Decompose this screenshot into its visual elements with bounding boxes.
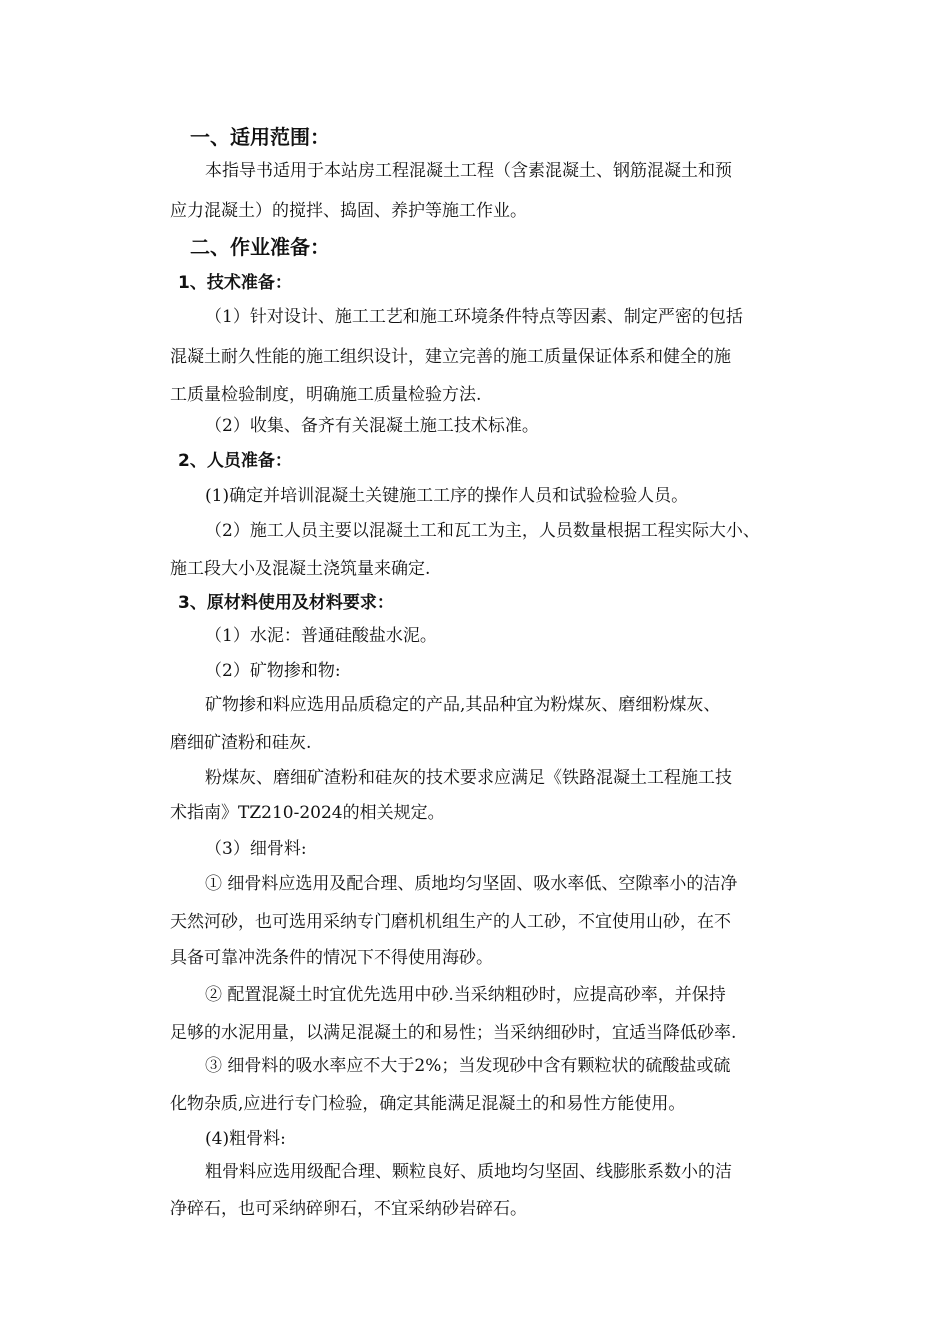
paragraph-line: 应力混凝土）的搅拌、捣固、养护等施工作业。 xyxy=(170,201,527,221)
subsection-heading-personnel: 2、人员准备： xyxy=(178,451,292,471)
paragraph-line: 粉煤灰、磨细矿渣粉和硅灰的技术要求应满足《铁路混凝土工程施工技 xyxy=(205,768,732,788)
subsection-heading-technical: 1、技术准备： xyxy=(178,273,292,293)
paragraph-line: （1）针对设计、施工工艺和施工环境条件特点等因素、制定严密的包括 xyxy=(205,307,743,327)
paragraph-line: 粗骨料应选用级配合理、颗粒良好、质地均匀坚固、线膨胀系数小的洁 xyxy=(205,1162,732,1182)
paragraph-line: （2）施工人员主要以混凝土工和瓦工为主，人员数量根据工程实际大小、 xyxy=(205,521,760,541)
section-heading-scope: 一、适用范围： xyxy=(190,125,330,149)
paragraph-line: 工质量检验制度，明确施工质量检验方法. xyxy=(170,385,482,405)
paragraph-line: 磨细矿渣粉和硅灰. xyxy=(170,733,312,753)
paragraph-line: 化物杂质,应进行专门检验，确定其能满足混凝土的和易性方能使用。 xyxy=(170,1094,686,1114)
section-heading-preparation: 二、作业准备： xyxy=(190,235,330,259)
paragraph-line: 本指导书适用于本站房工程混凝土工程（含素混凝土、钢筋混凝土和预 xyxy=(205,161,732,181)
paragraph-line: (1)确定并培训混凝土关键施工工序的操作人员和试验检验人员。 xyxy=(205,486,689,506)
paragraph-line: 混凝土耐久性能的施工组织设计，建立完善的施工质量保证体系和健全的施 xyxy=(170,347,731,367)
paragraph-line: ② 配置混凝土时宜优先选用中砂.当采纳粗砂时，应提高砂率，并保持 xyxy=(205,985,726,1005)
paragraph-line: 施工段大小及混凝土浇筑量来确定. xyxy=(170,559,431,579)
subsection-heading-materials: 3、原材料使用及材料要求： xyxy=(178,593,394,613)
paragraph-line: 术指南》TZ210-2024的相关规定。 xyxy=(170,803,445,823)
paragraph-line: ① 细骨料应选用及配合理、质地均匀坚固、吸水率低、空隙率小的洁净 xyxy=(205,874,738,894)
paragraph-line: 净碎石，也可采纳碎卵石，不宜采纳砂岩碎石。 xyxy=(170,1199,527,1219)
paragraph-line: 矿物掺和料应选用品质稳定的产品,其品种宜为粉煤灰、磨细粉煤灰、 xyxy=(205,695,721,715)
paragraph-line: （2）矿物掺和物: xyxy=(205,661,341,681)
paragraph-line: （2）收集、备齐有关混凝土施工技术标准。 xyxy=(205,416,539,436)
paragraph-line: 具备可靠冲洗条件的情况下不得使用海砂。 xyxy=(170,948,493,968)
paragraph-line: (4)粗骨料: xyxy=(205,1129,286,1149)
paragraph-line: ③ 细骨料的吸水率应不大于2%；当发现砂中含有颗粒状的硫酸盐或硫 xyxy=(205,1056,731,1076)
paragraph-line: 天然河砂，也可选用采纳专门磨机机组生产的人工砂，不宜使用山砂，在不 xyxy=(170,912,731,932)
paragraph-line: 足够的水泥用量，以满足混凝土的和易性；当采纳细砂时，宜适当降低砂率. xyxy=(170,1023,737,1043)
paragraph-line: （3）细骨料: xyxy=(205,839,307,859)
paragraph-line: （1）水泥：普通硅酸盐水泥。 xyxy=(205,626,437,646)
